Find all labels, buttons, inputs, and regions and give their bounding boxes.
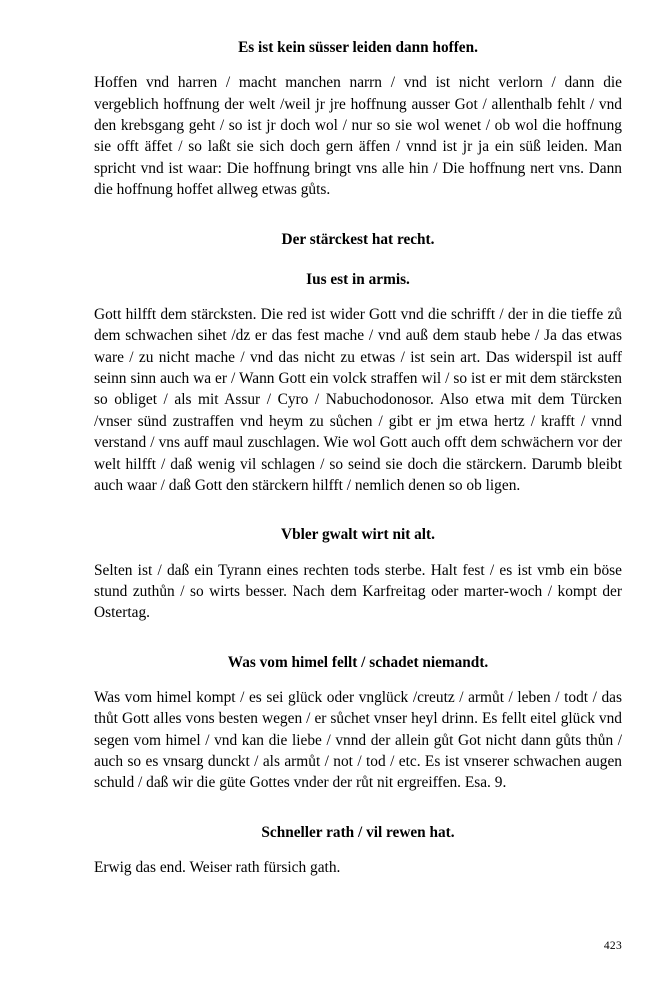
section-heading: Vbler gwalt wirt nit alt.	[281, 526, 435, 544]
section-body: Selten ist / daß ein Tyrann eines rechten tods sterbe. Halt fest / es ist vmb ein böse stund zuthůn / so wirts besser. Nach dem Karfreitag oder marter-woch / kompt der Ostertag.	[94, 561, 622, 622]
section-body: Erwig das end. Weiser rath fürsich gath.	[94, 859, 341, 876]
section-3	[94, 525, 622, 544]
section-2	[94, 230, 622, 249]
section-4	[94, 653, 622, 672]
section-body: Gott hilfft dem stärcksten. Die red ist wider Gott vnd die schrifft / der in die tieffe zů dem schwachen sihet /dz er das fest mache / vnd auß dem staub hebe / Ja das etwas ware / zu nicht mache / vnd das nicht zu etwas / ist sein art. Das widerspil ist auff seinn sinn auch wa er / Wann Gott ein volck straffen wil / so ist er mit dem stärcksten so obliget / als mit Assur / Cyro / Nabuchodonosor. Also etwa mit dem Türcken /vnser sünd zustraffen vnd heym zu sůchen / gibt er jm etwa hertz / krafft / vnnd verstand / vns auff maul zuschlagen. Wie wol Gott auch offt dem schwächern vor der welt hilfft / daß wenig vil schlagen / so seind sie doch die stärckern. Darumb bleibt auch waar / daß Gott den stärckern hilfft / nemlich denen so ob ligen.	[94, 305, 622, 495]
section-heading: Der stärckest hat recht.	[281, 230, 435, 248]
page-content	[94, 38, 622, 878]
page-number: 423	[603, 940, 622, 952]
section-heading: Schneller rath / vil rewen hat.	[261, 823, 455, 841]
section-body: Was vom himel kompt / es sei glück oder vnglück /creutz / armůt / leben / todt / das thůt Gott alles vons besten wegen / er sůchet vnser heyl drinn. Es fellt eitel glück vnd segen vom himel / vnd kan die liebe / vnnd der allein gůt Got nicht dann gůts thůn / auch so es vnsarg dunckt / als armůt / not / tod / etc. Es ist vnserer schwachen augen schuld / daß wir die güte Gottes vnder der růt nit ergreiffen. Esa. 9.	[94, 688, 622, 792]
section-heading: Was vom himel fellt / schadet niemandt.	[227, 653, 489, 671]
section-1	[94, 38, 622, 57]
section-body: Hoffen vnd harren / macht manchen narrn / vnd ist nicht verlorn / dann die vergeblich hoffnung der welt /weil jr jre hoffnung ausser Got / allenthalb fehlt / vnd den krebsgang geht / so ist jr doch wol / nur so sie wol wenet / ob wol die hoffnung sie offt äffet / so laßt sie sich doch gern äffen / vnnd ist jr ja ein süß leiden. Man spricht vnd ist waar: Die hoffnung bringt vns alle hin / Die hoffnung nert vns. Dann die hoffnung hoffet allweg etwas gůts.	[94, 74, 622, 199]
section-5	[94, 823, 622, 842]
section-subheading: Ius est in armis.	[306, 270, 410, 288]
section-heading: Es ist kein süsser leiden dann hoffen.	[238, 39, 478, 56]
section-2-latin-motto	[94, 270, 622, 289]
